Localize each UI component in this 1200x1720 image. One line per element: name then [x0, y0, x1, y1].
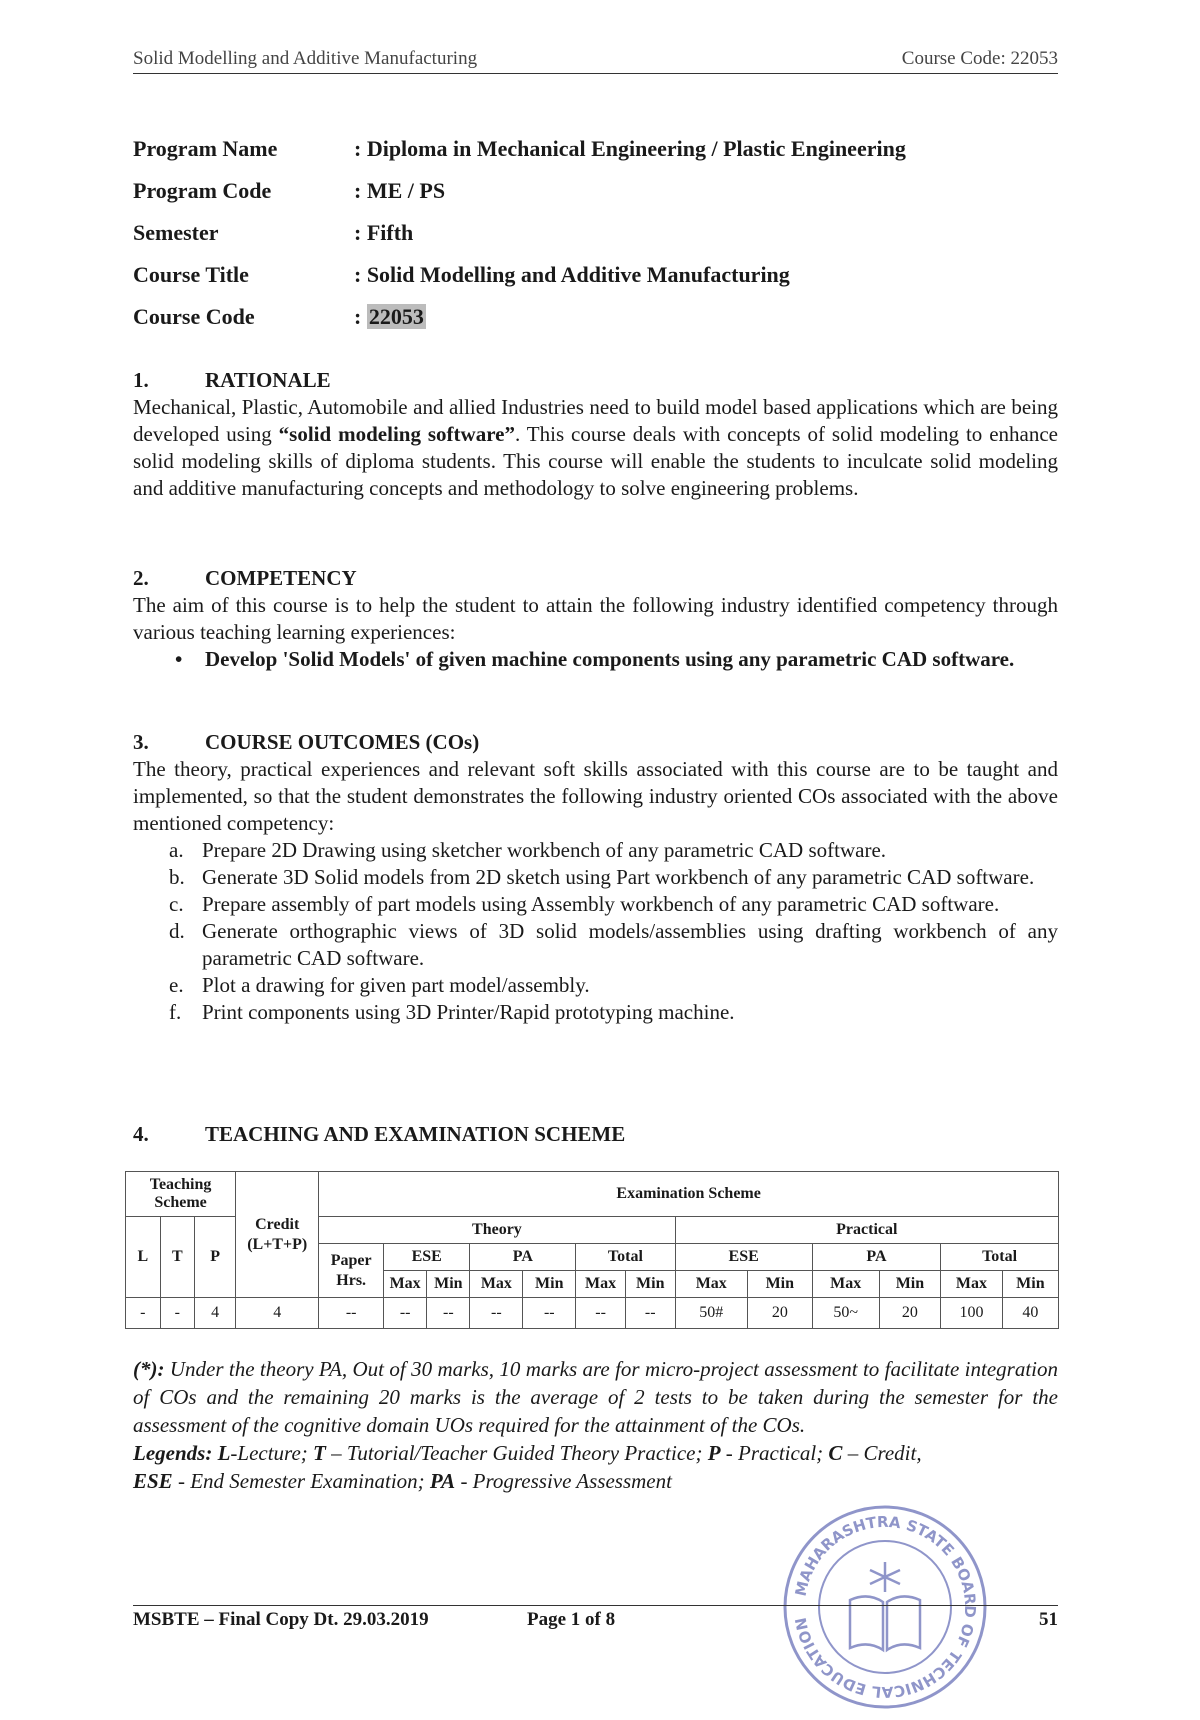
section-scheme [133, 1121, 1058, 1148]
info-row-program-code [133, 170, 1053, 212]
section-heading [133, 565, 1058, 592]
competency-bullet-text: Develop 'Solid Models' of given machine components using any parametric CAD software. [205, 647, 1015, 671]
teaching-scheme-header: Teaching Scheme [126, 1172, 236, 1217]
legends-label: Legends: [133, 1441, 213, 1465]
table-cell: 4 [195, 1298, 236, 1329]
scheme-note [133, 1355, 1058, 1495]
footer-rule [133, 1605, 1058, 1606]
legend-text: – Credit, [842, 1441, 922, 1465]
rationale-paragraph [133, 394, 1058, 502]
theory-header: Theory [319, 1217, 675, 1244]
legend-text: - End Semester Examination; [172, 1469, 430, 1493]
co-text: Generate 3D Solid models from 2D sketch using Part workbench of any parametric CAD software. [202, 865, 1035, 889]
co-text: Print components using 3D Printer/Rapid prototyping machine. [202, 1000, 735, 1024]
footer-copy-date: MSBTE – Final Copy Dt. 29.03.2019 [133, 1609, 429, 1630]
examination-scheme-header: Examination Scheme [319, 1172, 1059, 1217]
legend-key: ESE [133, 1469, 173, 1493]
running-header [133, 40, 1058, 74]
section-title: TEACHING AND EXAMINATION SCHEME [205, 1122, 626, 1146]
table-cell: -- [523, 1298, 576, 1329]
table-cell: 20 [747, 1298, 812, 1329]
section-number: 1. [133, 368, 149, 392]
info-label: Course Title [133, 262, 249, 287]
info-label: Program Name [133, 136, 278, 161]
co-item [169, 972, 1058, 999]
page-footer [133, 1609, 1058, 1635]
min-header: Min [1002, 1271, 1058, 1298]
table-cell: - [126, 1298, 161, 1329]
table-cell: -- [470, 1298, 523, 1329]
paper-hrs-header: Paper Hrs. [319, 1244, 384, 1298]
table-cell: 20 [879, 1298, 941, 1329]
co-item [169, 891, 1058, 918]
info-row-semester [133, 212, 1053, 254]
min-header: Min [523, 1271, 576, 1298]
theory-ese-header: ESE [384, 1244, 470, 1271]
table-cell: 100 [941, 1298, 1003, 1329]
section-heading [133, 1121, 1058, 1148]
program-info [133, 128, 1053, 338]
legend-key: L [217, 1441, 231, 1465]
scheme-table [125, 1171, 1059, 1329]
co-label: e. [169, 973, 184, 997]
max-header: Max [576, 1271, 626, 1298]
table-cell: -- [427, 1298, 470, 1329]
practical-ese-header: ESE [675, 1244, 812, 1271]
co-label: a. [169, 838, 184, 862]
co-item [169, 999, 1058, 1026]
footer-page-number: Page 1 of 8 [527, 1609, 616, 1630]
max-header: Max [675, 1271, 747, 1298]
section-rationale [133, 367, 1058, 502]
section-heading [133, 367, 1058, 394]
theory-total-header: Total [576, 1244, 675, 1271]
section-title: RATIONALE [205, 368, 331, 392]
table-cell: - [160, 1298, 195, 1329]
legend-key: T [313, 1441, 326, 1465]
info-label: Semester [133, 220, 219, 245]
footer-sheet-number: 51 [1039, 1609, 1058, 1630]
competency-bullet [175, 646, 1058, 673]
info-value: : Diploma in Mechanical Engineering / Plastic Engineering [354, 136, 906, 161]
min-header: Min [427, 1271, 470, 1298]
legend-key: P [707, 1441, 721, 1465]
min-header: Min [747, 1271, 812, 1298]
co-item [169, 864, 1058, 891]
seal-icon [778, 1500, 993, 1715]
credit-header: Credit (L+T+P) [236, 1172, 319, 1298]
min-header: Min [625, 1271, 675, 1298]
section-title: COURSE OUTCOMES (COs) [205, 730, 480, 754]
header-course-code: Course Code: 22053 [901, 48, 1058, 69]
co-label: d. [169, 919, 185, 943]
legend-text: - Practical; [720, 1441, 829, 1465]
co-text: Plot a drawing for given part model/assembly. [202, 973, 590, 997]
col-T: T [160, 1217, 195, 1298]
info-value: : Solid Modelling and Additive Manufacturing [354, 262, 790, 287]
col-L: L [126, 1217, 161, 1298]
col-P: P [195, 1217, 236, 1298]
header-course-title: Solid Modelling and Additive Manufacturing [133, 48, 478, 69]
co-item [169, 918, 1058, 972]
bullet-dot-icon: • [175, 647, 183, 671]
section-number: 4. [133, 1122, 149, 1146]
info-value-prefix: : [354, 304, 367, 329]
co-text: Prepare 2D Drawing using sketcher workbench of any parametric CAD software. [202, 838, 887, 862]
table-row [126, 1298, 1059, 1329]
info-row-course-title [133, 254, 1053, 296]
table-cell: -- [625, 1298, 675, 1329]
table-cell: -- [384, 1298, 427, 1329]
info-row-course-code [133, 296, 1053, 338]
info-value [354, 304, 426, 330]
outcomes-intro: The theory, practical experiences and relevant soft skills associated with this course are to be taught and implemented, so that the student demonstrates the following industry oriented COs associated with the above mentioned competency: [133, 757, 1058, 835]
note-paragraph [133, 1355, 1058, 1439]
max-header: Max [470, 1271, 523, 1298]
legend-key: PA [429, 1469, 456, 1493]
info-row-program-name [133, 128, 1053, 170]
legend-key: C [828, 1441, 843, 1465]
legend-text: - Progressive Assessment [455, 1469, 672, 1493]
max-header: Max [384, 1271, 427, 1298]
section-number: 2. [133, 566, 149, 590]
section-course-outcomes [133, 729, 1058, 1026]
theory-pa-header: PA [470, 1244, 576, 1271]
rationale-text: . This course deals with concepts of solid modeling to enhance solid modeling skills of diploma students. This course will enable the students to inculcate solid modeling and additive manufacturing concepts and methodology to solve engineering problems. [133, 422, 1058, 500]
competency-paragraph: The aim of this course is to help the student to attain the following industry identified competency through various teaching learning experiences: [133, 593, 1058, 644]
info-value: : Fifth [354, 220, 414, 245]
practical-header: Practical [675, 1217, 1058, 1244]
rationale-emphasis: “solid modeling software” [278, 422, 515, 446]
seal-text: MAHARASHTRA STATE BOARD OF TECHNICAL EDUCATION [791, 1512, 980, 1702]
max-header: Max [812, 1271, 879, 1298]
info-label: Program Code [133, 178, 272, 203]
table-cell: -- [576, 1298, 626, 1329]
practical-total-header: Total [941, 1244, 1059, 1271]
table-cell: -- [319, 1298, 384, 1329]
co-text: Prepare assembly of part models using Assembly workbench of any parametric CAD software. [202, 892, 1000, 916]
info-label: Course Code [133, 304, 255, 329]
table-cell: 40 [1002, 1298, 1058, 1329]
max-header: Max [941, 1271, 1003, 1298]
co-label: f. [169, 1000, 182, 1024]
section-number: 3. [133, 730, 149, 754]
table-cell: 4 [236, 1298, 319, 1329]
co-label: b. [169, 865, 185, 889]
section-competency [133, 565, 1058, 673]
section-title: COMPETENCY [205, 566, 357, 590]
board-seal-stamp [778, 1500, 993, 1715]
min-header: Min [879, 1271, 941, 1298]
practical-pa-header: PA [812, 1244, 940, 1271]
co-label: c. [169, 892, 184, 916]
co-text: Generate orthographic views of 3D solid models/assemblies using drafting workbench of any parametric CAD software. [202, 919, 1058, 970]
legends [133, 1439, 1058, 1495]
info-value: : ME / PS [354, 178, 446, 203]
rationale-text: Mechanical, Plastic, Automobile and allied Industries need to build model based applications which are being developed using [133, 395, 1058, 446]
note-marker: (*): [133, 1357, 165, 1381]
legend-text: – Tutorial/Teacher Guided Theory Practice; [325, 1441, 708, 1465]
co-item [169, 837, 1058, 864]
legend-text: -Lecture; [230, 1441, 314, 1465]
highlighted-course-code: 22053 [368, 304, 424, 329]
table-cell: 50# [675, 1298, 747, 1329]
note-text: Under the theory PA, Out of 30 marks, 10 marks are for micro-project assessment to facilitate integration of COs and the remaining 20 marks is the average of 2 tests to be taken during the semester for the assessment of the cognitive domain UOs required for the attainment of the COs. [133, 1357, 1058, 1437]
section-heading [133, 729, 1058, 756]
table-cell: 50~ [812, 1298, 879, 1329]
